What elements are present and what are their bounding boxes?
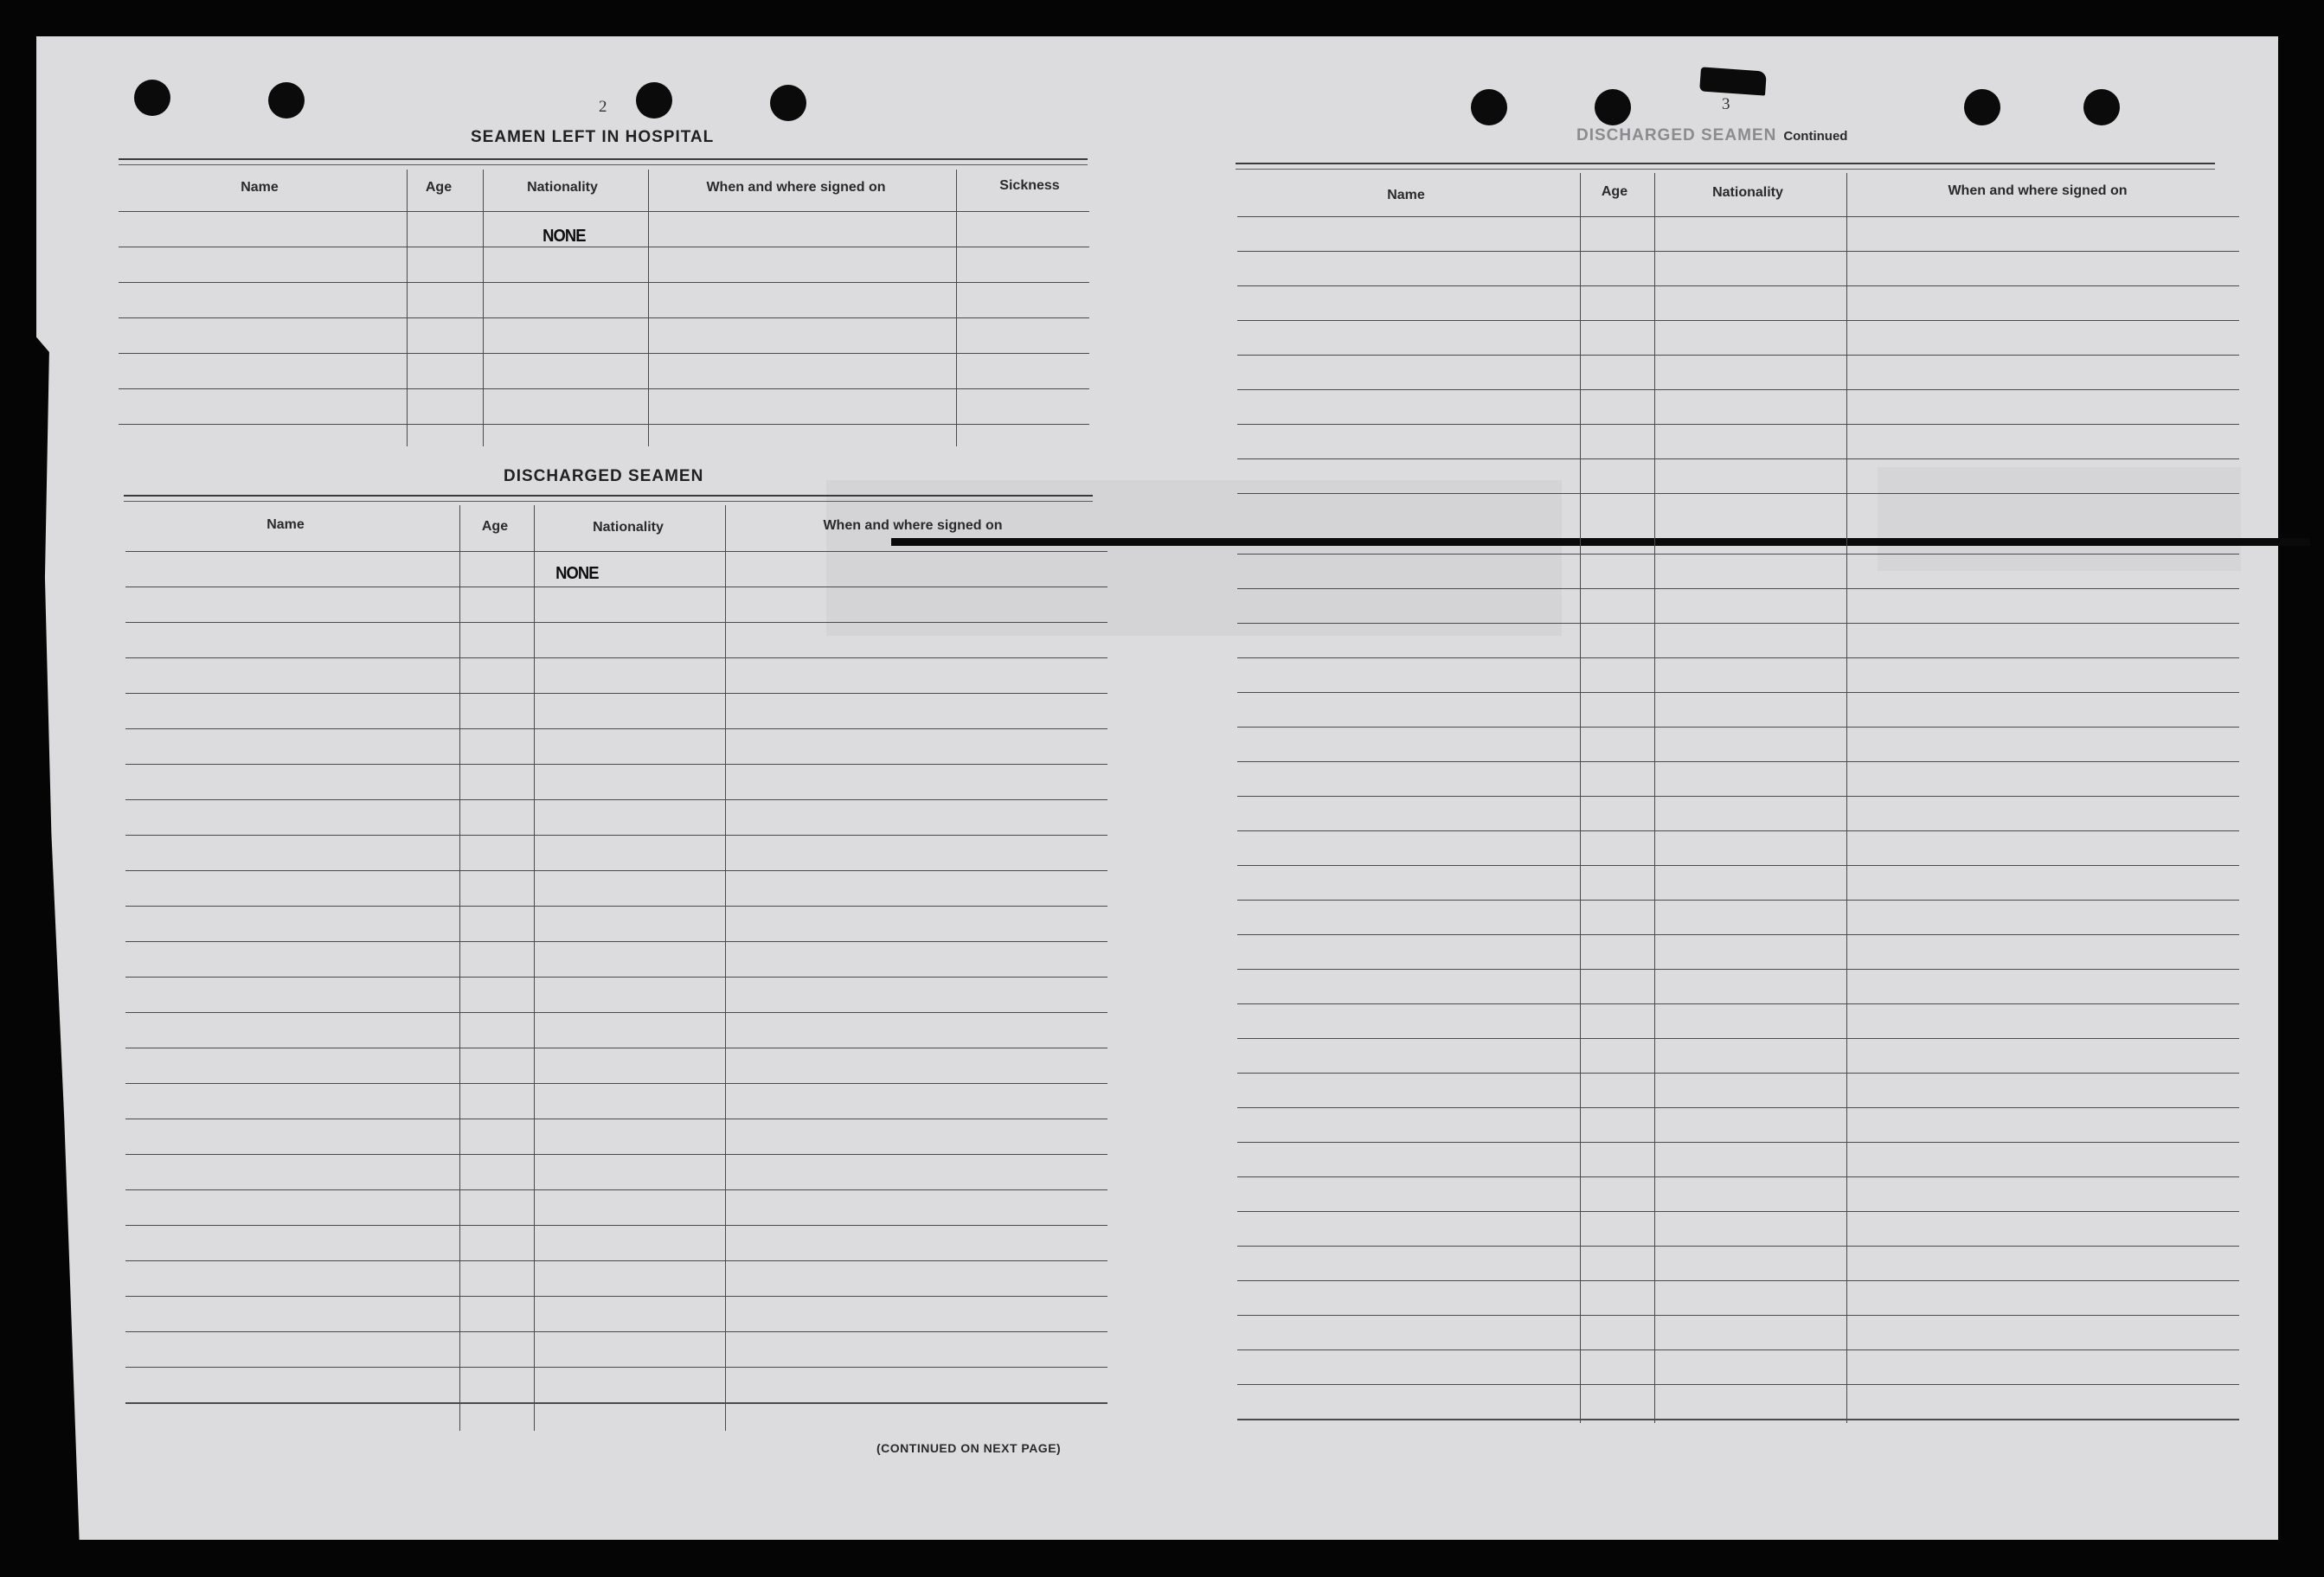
title-rule	[124, 495, 1093, 497]
column-header-signed-on: When and where signed on	[1948, 183, 2128, 198]
title-rule	[1236, 169, 2215, 170]
entry-stamp: NONE	[555, 564, 599, 583]
right-title-continued: Continued	[1783, 129, 1848, 144]
entry-stamp: NONE	[542, 227, 586, 246]
punch-hole	[770, 85, 806, 121]
page-number: 3	[1722, 95, 1730, 113]
title-rule	[119, 164, 1088, 165]
column-header-name: Name	[241, 180, 279, 195]
column-header-age: Age	[481, 519, 509, 534]
punch-hole	[2083, 89, 2120, 125]
column-header-age: Age	[1601, 184, 1628, 199]
column-header-name: Name	[266, 517, 305, 532]
title-rule	[124, 501, 1093, 502]
column-header-nationality: Nationality	[527, 180, 598, 195]
column-header-nationality: Nationality	[1712, 185, 1783, 200]
torn-tab-mark	[1699, 67, 1767, 95]
continued-note: (CONTINUED ON NEXT PAGE)	[876, 1441, 1062, 1455]
column-header-nationality: Nationality	[593, 520, 664, 535]
page-number: 2	[599, 98, 607, 116]
discharged-table	[125, 505, 1107, 1431]
punch-hole	[134, 80, 170, 116]
right-title-text: DISCHARGED SEAMEN	[1576, 126, 1777, 144]
punch-hole	[1595, 89, 1631, 125]
hospital-section-title: SEAMEN LEFT IN HOSPITAL	[471, 128, 715, 146]
column-header-signed-on: When and where signed on	[706, 180, 886, 195]
column-header-sickness: Sickness	[999, 178, 1060, 193]
title-rule	[119, 158, 1088, 160]
title-rule	[1236, 163, 2215, 164]
punch-hole	[1964, 89, 2000, 125]
discharged-section-title: DISCHARGED SEAMEN	[504, 467, 704, 485]
hospital-table	[119, 170, 1089, 446]
column-header-signed-on: When and where signed on	[823, 518, 1003, 533]
punch-hole	[268, 82, 305, 119]
right-discharged-table	[1237, 173, 2239, 1423]
column-header-name: Name	[1387, 188, 1425, 202]
punch-hole	[1471, 89, 1507, 125]
punch-hole	[636, 82, 672, 119]
right-section-title	[1576, 126, 1847, 145]
column-header-age: Age	[425, 180, 453, 195]
